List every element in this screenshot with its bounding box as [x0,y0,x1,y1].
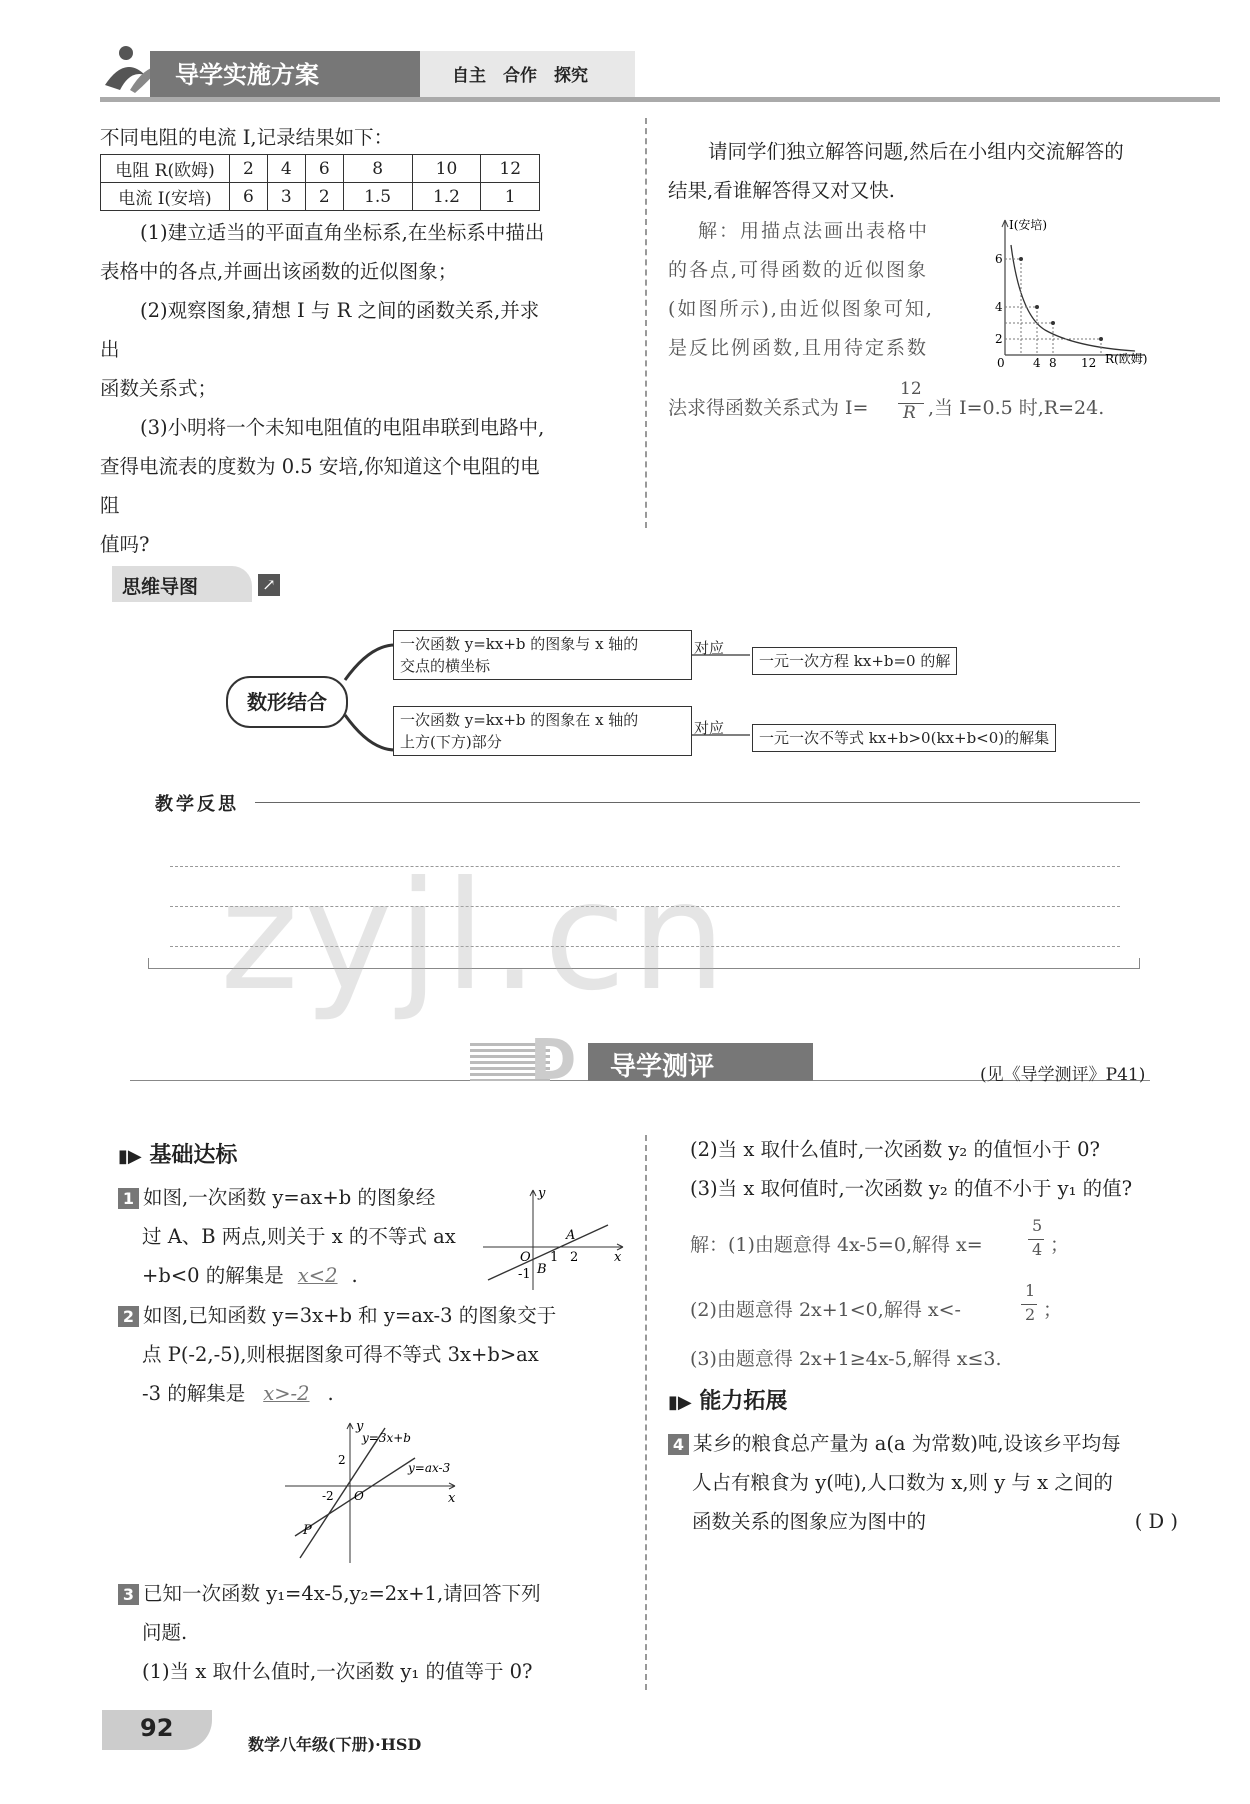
q1-line2: 表格中的各点,并画出该函数的近似图象； [100,260,458,283]
table-label-r: 电阻 R(欧姆) [101,155,230,183]
p1-answer: x<2 [297,1264,338,1287]
relation-2: 对应 [694,719,725,737]
sol1-den: 4 [1032,1240,1043,1259]
table-cell: 8 [343,155,412,183]
box2-line1: 一次函数 y=kx+b 的图象在 x 轴的 [400,711,639,729]
graph-ylabel: I(安培) [1009,218,1048,232]
problem-4 [668,1424,1178,1541]
p2-end: . [327,1382,334,1405]
solution-line5 [668,379,1228,427]
xtick: 12 [1081,356,1097,370]
sol2-end: ； [1043,1299,1063,1321]
reflection-line [255,802,1140,803]
solution-line4: 是反比例函数,且用待定系数 [668,337,929,359]
column-divider-top [645,118,647,528]
arrow-icon: ↗ [258,574,280,596]
sol1-end: ； [1050,1234,1070,1256]
fig-label: -2 [322,1489,334,1503]
fig-label: x [448,1491,456,1506]
ytick: 2 [995,332,1003,346]
section-ref: (见《导学测评》P41) [980,1065,1146,1085]
ytick: 4 [995,300,1003,314]
p3-q2: (2)当 x 取什么值时,一次函数 y₂ 的值恒小于 0? [690,1138,1101,1161]
fig-label: A [566,1228,576,1243]
ytick: 6 [995,252,1003,266]
header-rule [100,97,1220,102]
left-questions [100,213,550,564]
intro-text: 不同电阻的电流 I,记录结果如下： [100,126,394,149]
fig-label: 1 [550,1250,559,1265]
box1-line2: 交点的横坐标 [400,657,491,675]
curve [1011,245,1135,351]
column-divider-bottom [645,1135,647,1690]
p3-line3: (1)当 x 取什么值时,一次函数 y₁ 的值等于 0? [142,1660,533,1683]
solution-text-b: ,当 I=0.5 时,R=24. [928,397,1105,419]
fig-label: 2 [338,1453,346,1467]
fig-label: -1 [518,1267,531,1282]
p3-solution-3: (3)由题意得 2x+1≥4x-5,解得 x≤3. [690,1348,1002,1370]
banner-tags: 自主 合作 探究 [452,66,588,86]
table-cell: 1.2 [412,183,481,211]
p2-answer: x>-2 [263,1382,310,1405]
solution-line3: (如图所示),由近似图象可知, [668,298,934,320]
data-table [100,154,540,211]
fraction-denominator: R [903,403,916,423]
solution-text-a: 法求得函数关系式为 I= [668,397,869,419]
section-letter: D [530,1028,577,1093]
pen-icon: ▮▶ [118,1146,142,1167]
problem-number: 3 [118,1584,139,1605]
sol2-text: (2)由题意得 2x+1<0,解得 x<- [690,1299,961,1321]
q3-line3: 值吗? [100,533,150,556]
watermark: zyjl.cn [220,850,732,1024]
right-line1: 请同学们独立解答问题,然后在小组内交流解答的 [708,140,1124,163]
inverse-graph [975,215,1175,370]
sol1-num: 5 [1032,1216,1043,1235]
p4-line1: 某乡的粮食总产量为 a(a 为常数)吨,设该乡平均每 [693,1432,1121,1455]
basic-title [118,1138,237,1169]
problem-1 [118,1178,478,1295]
q3-line2: 查得电流表的度数为 0.5 安培,你知道这个电阻的电阻 [100,455,540,517]
table-cell: 3 [267,183,305,211]
fig-label: y [538,1186,546,1201]
problem-number: 1 [118,1188,139,1209]
problem-number: 4 [668,1434,689,1455]
fraction-numerator: 12 [900,379,922,399]
mindmap-box-1 [393,630,692,680]
table-cell: 12 [481,155,540,183]
fig-label: O [354,1489,364,1503]
p1-figure [478,1185,628,1295]
relation-1: 对应 [694,639,725,657]
q1-line1: (1)建立适当的平面直角坐标系,在坐标系中描出 [140,221,545,244]
fig-label: 2 [570,1250,579,1265]
p2-line3: -3 的解集是 [142,1382,246,1405]
p3-continued [690,1130,1210,1208]
mindmap-title: 思维导图 [122,576,199,598]
table-cell: 6 [230,183,268,211]
table-cell: 1 [481,183,540,211]
fig-label: y=ax-3 [408,1461,451,1475]
p2-line2: 点 P(-2,-5),则根据图象可得不等式 3x+b>ax [142,1343,539,1366]
mindmap-box-2 [393,706,692,756]
fig-label: y=3x+b [362,1431,411,1445]
p3-solution-1 [690,1218,1110,1268]
q2-line1: (2)观察图象,猜想 I 与 R 之间的函数关系,并求出 [100,299,540,361]
sol2-den: 2 [1025,1305,1036,1324]
mindmap-center: 数形结合 [226,676,348,728]
ext-title [668,1384,787,1415]
box2-line2: 上方(下方)部分 [400,733,502,751]
table-cell: 1.5 [343,183,412,211]
fig-label: O [520,1250,531,1265]
pen-icon: ▮▶ [668,1392,692,1413]
sol2-num: 1 [1025,1281,1036,1300]
problem-2 [118,1296,638,1413]
p4-answer: ( D ) [1134,1510,1178,1533]
table-cell: 6 [305,155,343,183]
p4-line3: 函数关系的图象应为图中的 [692,1510,927,1533]
p1-line1: 如图,一次函数 y=ax+b 的图象经 [143,1186,436,1209]
table-cell: 10 [412,155,481,183]
p3-solution-2 [690,1283,1110,1333]
sol1-text: 解：(1)由题意得 4x-5=0,解得 x= [690,1234,983,1256]
xtick: 4 [1033,356,1041,370]
table-cell: 4 [267,155,305,183]
solution-line1: 解：用描点法画出表格中 [698,220,930,242]
reflection-title: 教学反思 [155,794,239,815]
p4-line2: 人占有粮食为 y(吨),人口数为 x,则 y 与 x 之间的 [692,1471,1113,1494]
basic-title-text: 基础达标 [149,1143,238,1168]
mindmap-result-2: 一元一次不等式 kx+b>0(kx+b<0)的解集 [752,724,1056,752]
right-line2: 结果,看谁解答得又对又快. [668,179,895,202]
p1-line2: 过 A、B 两点,则关于 x 的不等式 ax [142,1225,456,1248]
right-intro [668,132,1188,210]
page-number: 92 [140,1714,174,1742]
xtick: 8 [1049,356,1057,370]
q3-line1: (3)小明将一个未知电阻值的电阻串联到电路中, [140,416,545,439]
origin-label: 0 [997,356,1005,370]
q2-line2: 函数关系式； [100,377,218,400]
section-title: 导学测评 [610,1052,715,1082]
fig-label: y [356,1419,364,1434]
fig-label: P [303,1523,312,1538]
solution-block [668,212,968,368]
ext-title-text: 能力拓展 [699,1389,788,1414]
header [100,45,1230,100]
table-cell: 2 [230,155,268,183]
footer-book: 数学八年级(下册)·HSD [248,1735,422,1754]
fig-label: B [537,1262,547,1277]
solution-line2: 的各点,可得函数的近似图象 [668,259,929,281]
p1-line3: +b<0 的解集是 [142,1264,284,1287]
problem-3 [118,1574,638,1691]
box1-line1: 一次函数 y=kx+b 的图象与 x 轴的 [400,635,639,653]
banner-title: 导学实施方案 [175,61,319,89]
table-label-i: 电流 I(安培) [101,183,230,211]
p3-line1: 已知一次函数 y₁=4x-5,y₂=2x+1,请回答下列 [143,1582,541,1605]
graph-xlabel: R(欧姆) [1105,352,1148,366]
problem-number: 2 [118,1306,139,1327]
p3-line2: 问题. [142,1621,188,1644]
table-cell: 2 [305,183,343,211]
mindmap-result-1: 一元一次方程 kx+b=0 的解 [752,647,957,675]
p1-end: . [351,1264,358,1287]
fig-label: x [614,1250,622,1265]
p3-q3: (3)当 x 取何值时,一次函数 y₂ 的值不小于 y₁ 的值? [690,1177,1133,1200]
p2-line1: 如图,已知函数 y=3x+b 和 y=ax-3 的图象交于 [143,1304,557,1327]
p2-figure [280,1418,465,1568]
